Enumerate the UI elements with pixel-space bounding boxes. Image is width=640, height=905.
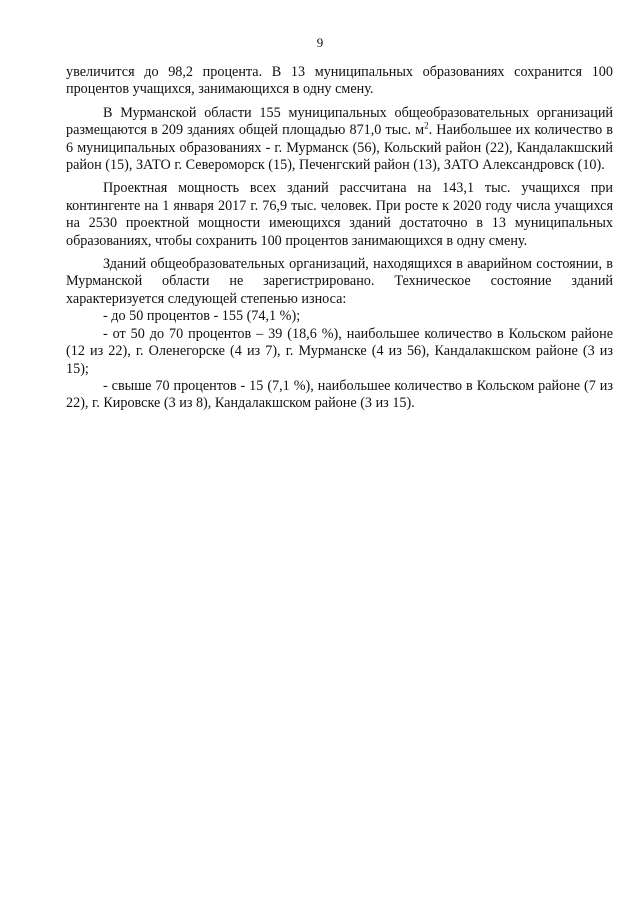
page-number: 9 xyxy=(316,35,324,50)
paragraph-buildings xyxy=(66,105,613,175)
superscript-square: 2 xyxy=(424,120,429,131)
paragraph-condition: Зданий общеобразовательных организаций, находящихся в аварийном состоянии, в Мурманской области не зарегистрировано. Техническое состояние зданий характеризуется следующей степенью износа: xyxy=(66,256,613,307)
list-item-wear-under-50: - до 50 процентов - 155 (74,1 %); xyxy=(103,308,301,325)
list-item-wear-50-70: - от 50 до 70 процентов – 39 (18,6 %), наибольшее количество в Кольском районе (12 из 22), г. Оленегорске (4 из 7), г. Мурманске (4 из 56), Кандалакшском районе (3 из 15); xyxy=(66,325,613,377)
paragraph-buildings-text: В Мурманской области 155 муниципальных общеобразовательных организаций размещаются в 209 зданиях общей площадью 871,0 тыс. м xyxy=(66,104,613,139)
document-body xyxy=(66,64,613,413)
paragraph-continuation: увеличится до 98,2 процента. В 13 муниципальных образованиях сохранится 100 процентов учащихся, занимающихся в одну смену. xyxy=(66,64,613,98)
list-item-wear-over-70: - свыше 70 процентов - 15 (7,1 %), наибольшее количество в Кольском районе (7 из 22), г. Кировске (3 из 8), Кандалакшском районе (3 из 15). xyxy=(66,377,613,412)
paragraph-buildings-text-cont: . Наибольшее их количество в 6 муниципальных образованиях - г. Мурманск (56), Кольский район (22), Кандалакшский район (15), ЗАТО г. Североморск (15), Печенгский район (13), ЗАТО Александровск (10). xyxy=(66,122,613,174)
paragraph-capacity: Проектная мощность всех зданий рассчитана на 143,1 тыс. учащихся при контингенте на 1 января 2017 г. 76,9 тыс. человек. При росте к 2020 году числа учащихся на 2530 проектной мощности имеющихся зданий достаточно в 13 муниципальных образованиях, чтобы сохранить 100 процентов занимающихся в одну смену. xyxy=(66,180,613,249)
